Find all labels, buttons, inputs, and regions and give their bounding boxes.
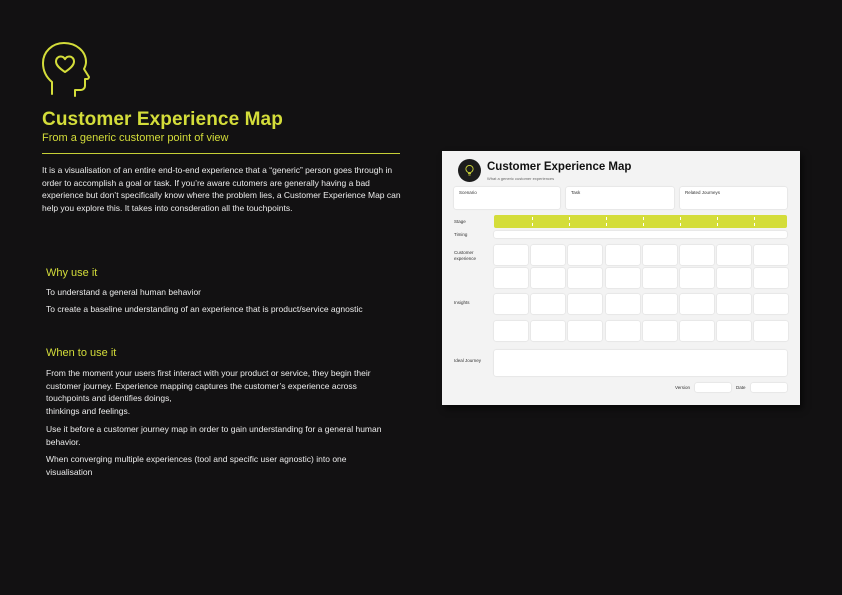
timing-label: Timing [454,232,468,237]
intro-paragraph: It is a visualisation of an entire end-to-end experience that a “generic” person goes through in order to accomplish a goal or task. If you’re aware cutomers are generally having a bad experience but don’t specifically know where the problem lies, a Customer Experience Map can help you explore this. It takes into consderation all the touchpoints. [42,165,401,213]
insights-cell [717,321,751,341]
why-item: To understand a general human behavior [46,287,201,297]
customer-experience-cell [606,268,640,288]
timing-bar [494,231,787,238]
insights-cell [643,321,677,341]
head-heart-icon [42,42,90,98]
customer-experience-cell [531,245,565,265]
insights-cell [754,294,788,314]
insights-cell [754,321,788,341]
version-label: Version [675,385,691,390]
template-subtitle: What a generic customer experiences [487,176,555,181]
stage-label: Stage [454,219,466,224]
customer-experience-cell [754,268,788,288]
insights-cell [531,294,565,314]
insights-cell [606,321,640,341]
date-box [751,383,787,392]
task-label: Task [571,190,581,195]
customer-experience-cell [531,268,565,288]
customer-experience-cell [643,268,677,288]
related-journeys-label: Related Journeys [685,190,721,195]
customer-experience-cell [643,245,677,265]
customer-experience-cell [717,268,751,288]
customer-experience-cell [568,268,602,288]
related-journeys-field [680,187,787,209]
customer-experience-cell [568,245,602,265]
insights-cell [606,294,640,314]
insights-label: Insights [454,300,470,305]
when-item: From the moment your users first interact with your product or service, they begin their customer journey. Experience mapping captures the customer’s experience across touchpoints and identifies doings, [46,368,371,403]
insights-cell [643,294,677,314]
customer-experience-cell [754,245,788,265]
insights-cell [568,321,602,341]
stage-bar [494,215,787,228]
why-use-it-heading: Why use it [46,267,98,279]
insights-cell [680,321,714,341]
ideal-journey-label: Ideal Journey [454,358,482,363]
page-subtitle: From a generic customer point of view [42,132,229,144]
insights-cell [531,321,565,341]
insights-cell [494,294,528,314]
date-label: Date [736,385,746,390]
page-title: Customer Experience Map [42,109,283,130]
insights-cell [568,294,602,314]
insights-cell [680,294,714,314]
customer-experience-cell [494,268,528,288]
customer-experience-cell [494,245,528,265]
when-item: Use it before a customer journey map in order to gain understanding for a general human behavior. [46,424,382,447]
task-field [566,187,674,209]
customer-experience-cell [717,245,751,265]
insights-cell [494,321,528,341]
insights-cell [717,294,751,314]
title-divider [42,153,400,154]
when-item: thinkings and feelings. [46,406,131,416]
scenario-field [454,187,560,209]
template-title: Customer Experience Map [487,161,632,173]
customer-experience-cell [680,268,714,288]
ideal-journey-box [494,350,787,376]
customer-experience-cell [606,245,640,265]
when-item: When converging multiple experiences (tool and specific user agnostic) into one visualisation [46,454,347,477]
customer-experience-cell [680,245,714,265]
when-to-use-it-heading: When to use it [46,347,117,359]
scenario-label: Scenario [459,190,477,195]
why-item: To create a baseline understanding of an experience that is product/service agnostic [46,304,363,314]
lightbulb-icon [458,159,481,182]
version-box [695,383,731,392]
experience-map-template-preview [442,151,800,405]
customer-experience-label: Customer experience [454,250,477,261]
